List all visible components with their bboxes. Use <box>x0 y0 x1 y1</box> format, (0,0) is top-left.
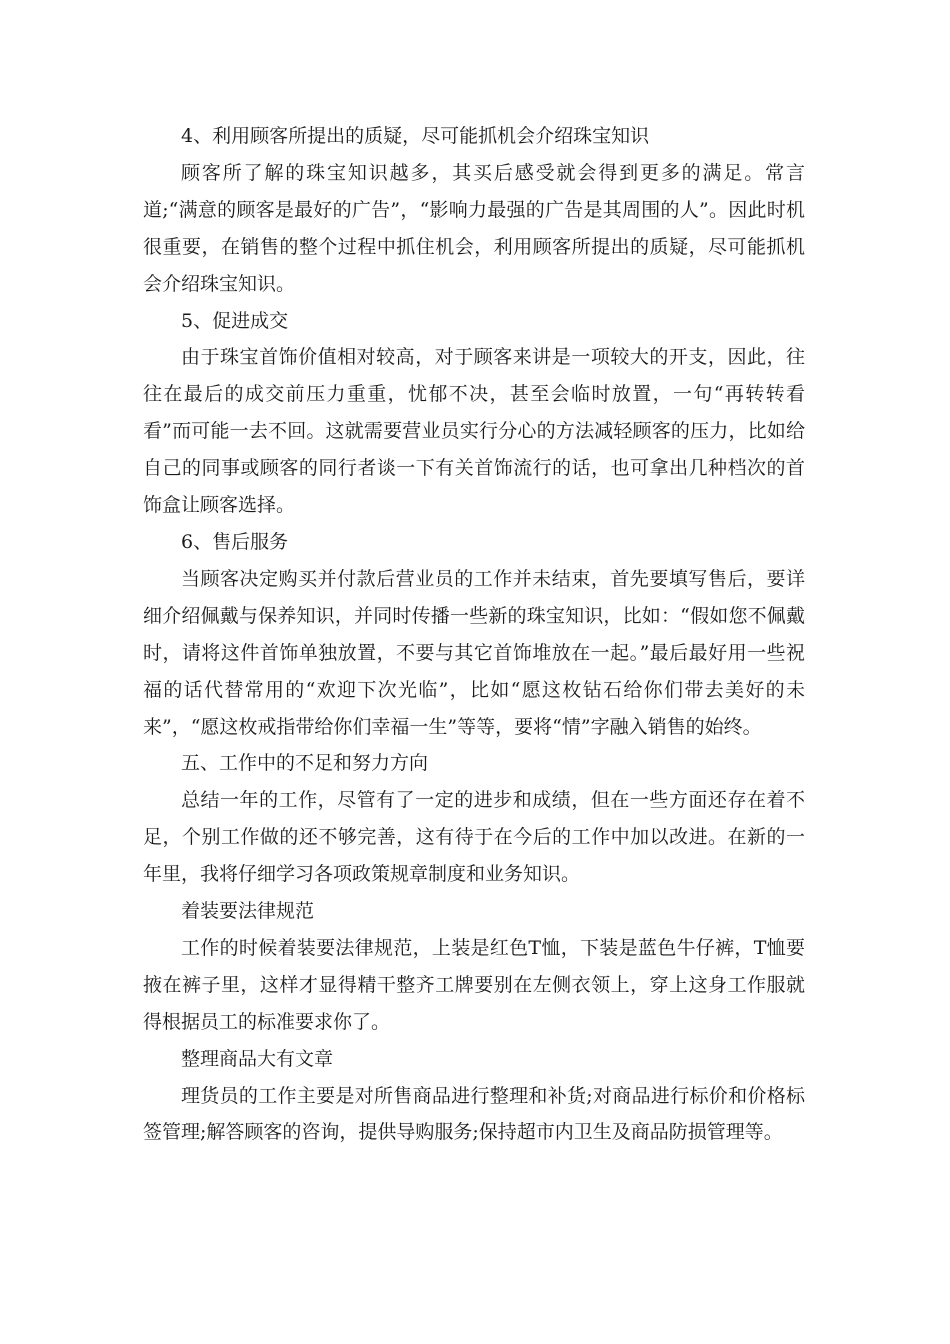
paragraph-shortcomings: 总结一年的工作，尽管有了一定的进步和成绩，但在一些方面还存在着不足，个别工作做的还不够完善，这有待于在今后的工作中加以改进。在新的一年里，我将仔细学习各项政策规章制度和业务知识。 <box>143 789 805 886</box>
section-heading-merchandise: 整理商品大有文章 <box>181 1047 334 1070</box>
paragraph-after-sales: 当顾客决定购买并付款后营业员的工作并未结束，首先要填写售后，要详细介绍佩戴与保养知识，并同时传播一些新的珠宝知识，比如：“假如您不佩戴时，请将这件首饰单独放置，不要与其它首饰堆放在一起。”最后最好用一些祝福的话代替常用的“欢迎下次光临”，比如“愿这枚钻石给你们带去美好的未来”，“愿这枚戒指带给你们幸福一生”等等，要将“情”字融入销售的始终。 <box>143 567 805 738</box>
section-heading-6: 6、售后服务 <box>181 530 289 553</box>
section-heading-4: 4、利用顾客所提出的质疑，尽可能抓机会介绍珠宝知识 <box>181 125 650 147</box>
document-body <box>143 118 805 1151</box>
paragraph-close-deal: 由于珠宝首饰价值相对较高，对于顾客来讲是一项较大的开支，因此，往往在最后的成交前压力重重，忧郁不决，甚至会临时放置，一句“再转转看看”而可能一去不回。这就需要营业员实行分心的方法减轻顾客的压力，比如给自己的同事或顾客的同行者谈一下有关首饰流行的话，也可拿出几种档次的首饰盒让顾客选择。 <box>143 346 805 517</box>
paragraph-dress-code: 工作的时候着装要法律规范，上装是红色T恤，下装是蓝色牛仔裤，T恤要掖在裤子里，这样才显得精干整齐工牌要别在左侧衣领上，穿上这身工作服就得根据员工的标准要求你了。 <box>143 936 805 1033</box>
section-heading-5: 5、促进成交 <box>181 309 289 332</box>
paragraph-merchandise: 理货员的工作主要是对所售商品进行整理和补货;对商品进行标价和价格标签管理;解答顾客的咨询，提供导购服务;保持超市内卫生及商品防损管理等。 <box>143 1084 805 1144</box>
section-heading-dress-code: 着装要法律规范 <box>181 900 315 923</box>
section-heading-five: 五、工作中的不足和努力方向 <box>181 752 429 775</box>
paragraph-jewelry-knowledge: 顾客所了解的珠宝知识越多，其买后感受就会得到更多的满足。常言道;“满意的顾客是最好的广告”，“影响力最强的广告是其周围的人”。因此时机很重要，在销售的整个过程中抓住机会，利用顾客所提出的质疑，尽可能抓机会介绍珠宝知识。 <box>143 161 805 295</box>
